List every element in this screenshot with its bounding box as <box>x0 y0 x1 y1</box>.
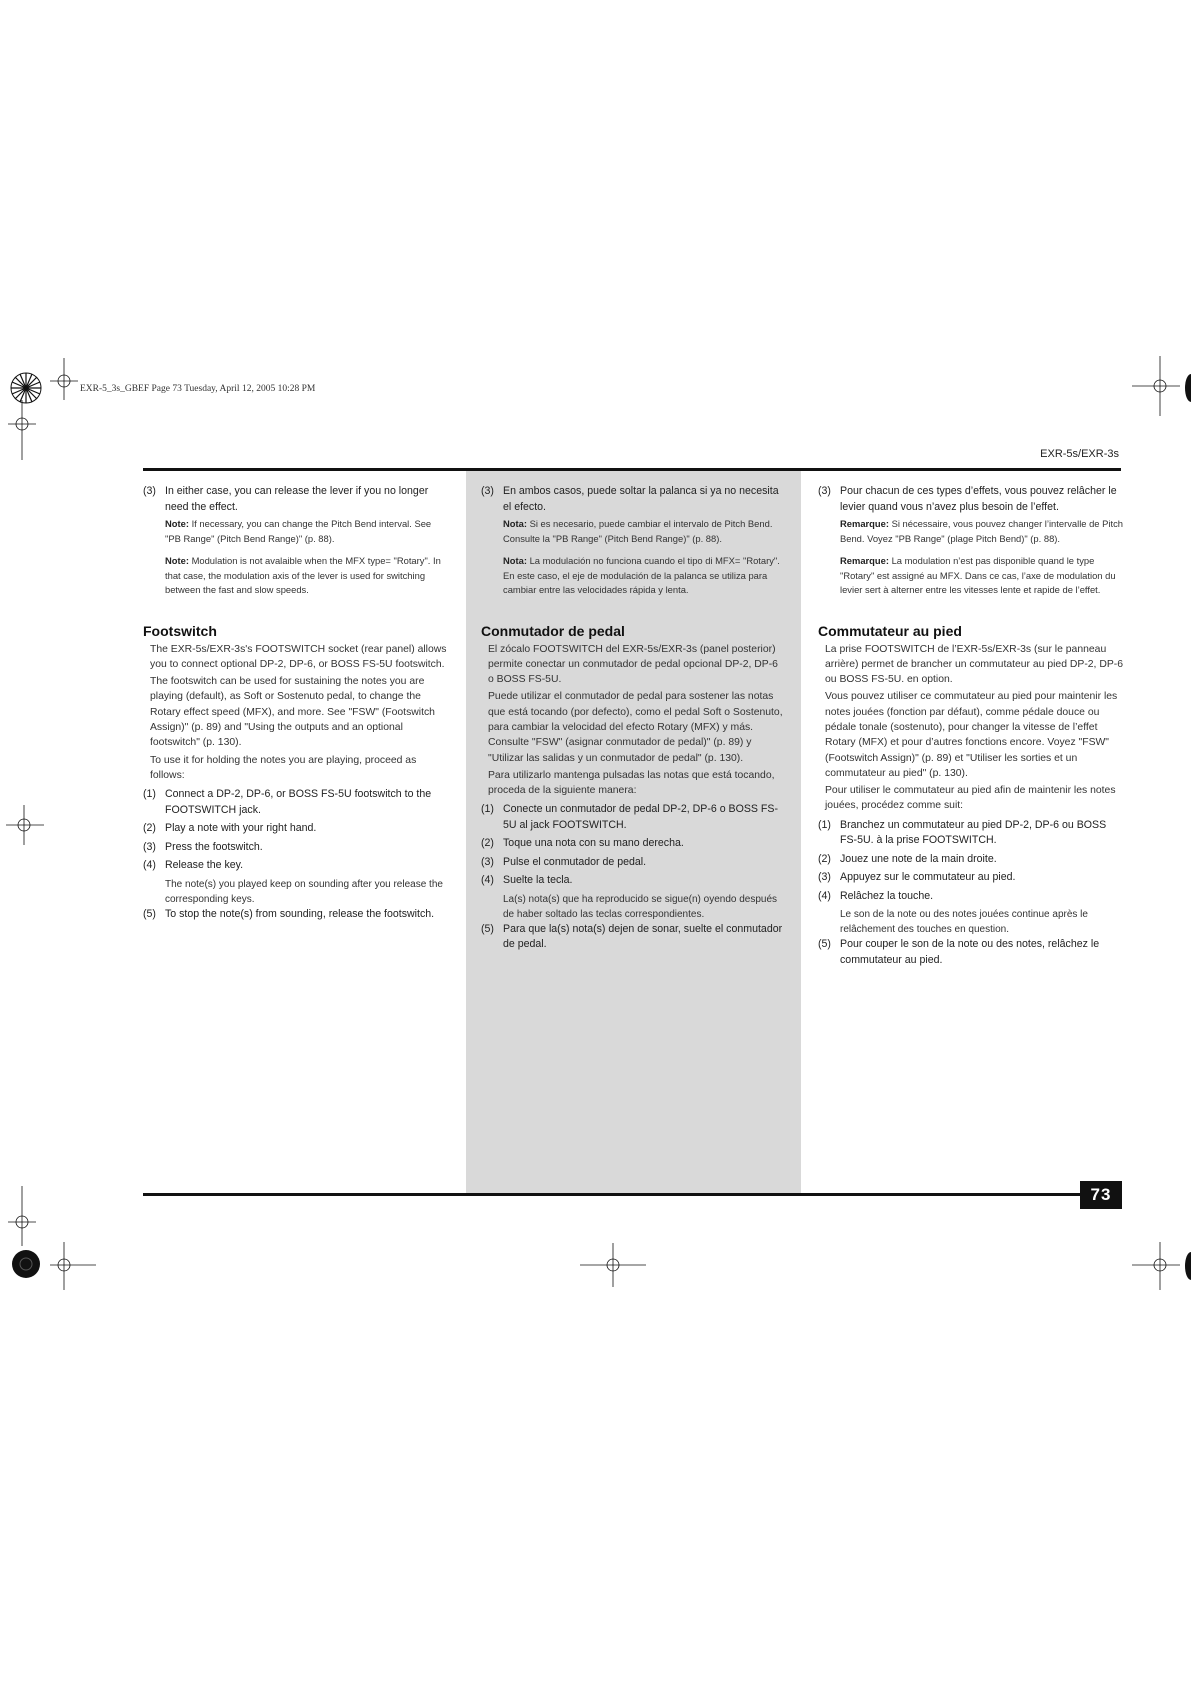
model-label: EXR-5s/EXR-3s <box>1040 448 1119 460</box>
registration-mark-top-left <box>0 356 120 466</box>
step-item: (3) Press the footswitch. <box>143 840 263 853</box>
intro-step: (3) En ambos casos, puede soltar la palanca si ya no necesita el efecto. <box>481 485 779 513</box>
step-item: (4) Relâchez la touche. <box>818 889 934 902</box>
step-item: (2) Play a note with your right hand. <box>143 822 317 835</box>
paragraph: La prise FOOTSWITCH de l’EXR-5s/EXR-3s (sur le panneau arrière) permet de brancher un commutateur au pied DP-2, DP-6 ou BOSS FS-5U. en option. <box>825 643 1124 686</box>
step-item: (1) Connect a DP-2, DP-6, or BOSS FS-5U footswitch to the FOOTSWITCH jack. <box>143 788 432 816</box>
note: Nota: La modulación no funciona cuando el tipo di MFX= "Rotary". En este caso, el eje de modulación de la palanca se utiliza para cambiar entre las velocidades rápida y lenta. <box>503 555 780 595</box>
section-heading: Footswitch <box>143 622 217 639</box>
note: Remarque: La modulation n’est pas disponible quand le type "Rotary" est assigné au MFX. Dans ce cas, l’axe de modulation du levier sert à alterner entre les vitesses lente et rapide de l’effet. <box>840 555 1116 595</box>
step-list <box>481 802 786 953</box>
step-detail: The note(s) you played keep on sounding after you release the corresponding keys. <box>165 878 443 905</box>
column-spanish <box>481 484 786 956</box>
note: Note: If necessary, you can change the Pitch Bend interval. See "PB Range" (Pitch Bend Range)" (p. 88). <box>165 518 432 544</box>
step-list <box>143 787 448 922</box>
note: Remarque: Si nécessaire, vous pouvez changer l’intervalle de Pitch Bend. Voyez "PB Range" (plage Pitch Bend)" (p. 88). <box>840 518 1123 544</box>
column-english <box>143 484 448 925</box>
section-heading: Commutateur au pied <box>818 622 962 639</box>
paragraph: Puede utilizar el conmutador de pedal para sostener las notas que está tocando (por defecto), como el pedal Soft o Sostenuto, para cambiar la velocidad del efecto Rotary (MFX) y más. Consulte "FSW" (asignar conmutador de pedal)" (p. 89) y "Utilizar las salidas y un conmutador de pedal" (p. 130). <box>488 691 783 764</box>
paragraph: The EXR-5s/EXR-3s's FOOTSWITCH socket (rear panel) allows you to connect optional DP-2, DP-6, or BOSS FS-5U footswitch. <box>150 643 447 670</box>
paragraph: Vous pouvez utiliser ce commutateur au pied pour maintenir les notes jouées (fonction par défaut), comme pédale douce ou pédale tonale (sostenuto), pour changer la vitesse de l’effet Rotary (MFX) et pour d’autres fonctions encore. Voyez "FSW" (Footswitch Assign)" (p. 89) et "Utiliser les sorties et un commutateur au pied" (p. 130). <box>825 691 1118 779</box>
step-item: (3) Pulse el conmutador de pedal. <box>481 855 647 868</box>
step-item: (5) Pour couper le son de la note ou des notes, relâchez le commutateur au pied. <box>818 938 1100 966</box>
registration-mark-left-middle <box>0 800 50 850</box>
intro-step: (3) Pour chacun de ces types d’effets, vous pouvez relâcher le levier quand vous n’avez plus besoin de l’effet. <box>818 485 1117 513</box>
bottom-rule <box>143 1193 1080 1196</box>
step-item: (4) Release the key. <box>143 859 244 872</box>
registration-mark-top-right <box>1120 356 1191 466</box>
registration-mark-bottom-center <box>580 1240 646 1290</box>
step-item: (1) Conecte un conmutador de pedal DP-2, DP-6 o BOSS FS-5U al jack FOOTSWITCH. <box>481 803 778 831</box>
paragraph: Para utilizarlo mantenga pulsadas las notas que está tocando, proceda de la siguiente manera: <box>488 769 775 797</box>
paragraph: To use it for holding the notes you are playing, proceed as follows: <box>150 754 417 781</box>
step-item: (2) Toque una nota con su mano derecha. <box>481 837 684 850</box>
section-heading: Conmutador de pedal <box>481 622 625 639</box>
step-item: (1) Branchez un commutateur au pied DP-2, DP-6 ou BOSS FS-5U. à la prise FOOTSWITCH. <box>818 818 1107 847</box>
step-item: (4) Suelte la tecla. <box>481 874 573 887</box>
paragraph: El zócalo FOOTSWITCH del EXR-5s/EXR-3s (panel posterior) permite conectar un conmutador de pedal opcional DP-2, DP-6 o BOSS FS-5U. <box>488 643 778 686</box>
print-header: EXR-5_3s_GBEF Page 73 Tuesday, April 12, 2005 10:28 PM <box>80 384 316 394</box>
step-item: (5) To stop the note(s) from sounding, release the footswitch. <box>143 907 435 920</box>
page-number: 73 <box>1080 1181 1122 1209</box>
registration-mark-bottom-left <box>0 1186 120 1296</box>
step-item: (5) Para que la(s) nota(s) dejen de sonar, suelte el conmutador de pedal. <box>481 922 783 951</box>
paragraph: Pour utiliser le commutateur au pied afin de maintenir les notes jouées, procédez comme suit: <box>825 785 1116 812</box>
step-detail: La(s) nota(s) que ha reproducido se sigue(n) oyendo después de haber soltado las teclas correspondientes. <box>503 893 778 920</box>
intro-step: (3) In either case, you can release the lever if you no longer need the effect. <box>143 485 429 513</box>
registration-mark-bottom-right <box>1120 1186 1191 1296</box>
paragraph: The footswitch can be used for sustaining the notes you are playing (default), as Soft or Sostenuto pedal, to change the Rotary effect speed (MFX), and more. See "FSW" (Footswitch Assign)" (p. 89) and "Using the outputs and an optional footswitch" (p. 130). <box>150 676 435 749</box>
step-list <box>818 818 1123 969</box>
step-item: (3) Appuyez sur le commutateur au pied. <box>818 871 1016 884</box>
column-french <box>818 484 1123 971</box>
step-detail: Le son de la note ou des notes jouées continue après le relâchement des touches en question. <box>840 909 1088 936</box>
note: Note: Modulation is not avalaible when the MFX type= "Rotary". In that case, the modulation axis of the lever is used for switching between the fast and slow speeds. <box>165 555 441 595</box>
note: Nota: Si es necesario, puede cambiar el intervalo de Pitch Bend. Consulte la "PB Range" (Pitch Bend Range)" (p. 88). <box>503 518 773 544</box>
step-item: (2) Jouez une note de la main droite. <box>818 852 997 865</box>
